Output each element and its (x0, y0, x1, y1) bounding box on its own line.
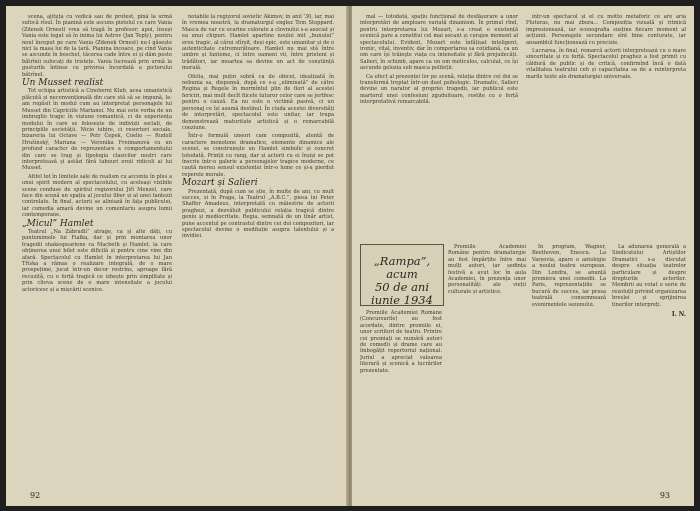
box-title-line: acum (386, 267, 418, 281)
box-column-3 (532, 244, 606, 490)
page-number-left: 92 (30, 491, 41, 500)
left-column-1 (22, 14, 172, 484)
right-column-1 (360, 14, 518, 236)
paragraph: Într-o formulă uneori cam compozită, atentă de caractere monotone dramatice, elemente dinamice ale scenei, se construiește un Hamlet simbolic și concret totodată. Prinții cu rang, dar și actorii cu ei înșiși se pot înscrie într-o galerie a personajelor tragice moderne, ce caută mereu sensul existenței într-o lume ce și-a pierdut reperele morale. (182, 133, 334, 178)
section-heading-musset: Un Musset realist (22, 78, 104, 89)
paragraph: intr-un spectacol și el cu motto metaforic ce are aria Fluturas, nu mai zbura... Compoziția vizuală și ritmică impresionează, iar scenografia susține fiecare moment al acțiunii. Personajele secundare sînt bine conturate, iar ansamblul funcționează cu precizie. (526, 14, 686, 46)
left-column-2 (182, 14, 334, 484)
paragraph: Prezentată, după cum se știe, în multe de ani, cu mult succes, și în Praga, la Teatrul „A.B.C.”, piesa lui Peter Shaffer Amadeus, interpretată cu măiestrie de actorii praghezi, a dezvăluit publicului relația tragică dintre geniu și mediocritate. Regia, semnată de un tînăr artist, pune accentul pe contrastul dintre cei doi compozitori, iar spectacolul devine o meditație asupra talentului și a invidiei. (182, 188, 334, 240)
paragraph: La adunarea generală a Sindicatului Artiștilor Dramatici s-a discutat despre situația teatrelor particulare și despre drepturile actorilor. Membrii au votat o serie de rezoluții privind organizarea breslei și sprijinirea tinerilor interpreți. (612, 244, 686, 308)
left-page (6, 6, 348, 506)
intro-paragraph: scena, ajituța cu vedică sau de protest, pînă la urmă sufocă rîsul. În pianină este ascuns pistolul cu care Vania (Zdenek Ornest) vrea să tragă în profesor; apoi, însuși Vania este legat să în inima lui Astrov (Jan Teply), pentru noul început pe care Vania (Zdenek Ornest) nu-l găsește nici la masa lui de la țară. Pianina încoace, pe cînd Vania se ascunde în boschet, tăcerea cade între ei și dăm peste bătrînii sufocați de tristețe. Vania lucrează prin urmă la gusturile întinse cu privirea încordată a pictorului bătrînel. (22, 14, 172, 78)
section-heading-hamlet: „Micul” Hamlet (22, 218, 94, 229)
rampa-box-title (360, 244, 444, 306)
box-title (361, 245, 443, 313)
section-heading-mozart: Mozart și Salieri (182, 178, 258, 189)
box-column-1 (360, 310, 442, 490)
right-page (352, 6, 694, 506)
paragraph: Premiile Academiei Române (Concursurile) au fost acordate, dintre premiile ei, unor scriitori de teatru. Printre cei premiați se numără autori de comedii și drame care au îmbogățit repertoriul național. Juriul a apreciat valoarea literară și scenică a lucrărilor prezentate. (360, 310, 442, 374)
paragraph: notabile la regizorul sovietic Akimov, în anii '30, iar, mai în vremea noastră, la dramaturgul englez Tom Stoppard. Masca de var cu ocarine colorate a clovnului s-a asociat și ea unui chipuri. Hamlet apartine noului mit „bunului” erou tragic, al cărui sfîrșit, deși epic, este umanitar și de o autenticitate cutremurătoare. Hamlet nu mai stă între umbre și fantome, ci între oameni vii, între prieteni și trădători, iar moartea sa devine un act de conștiință morală. (182, 14, 334, 72)
paragraph: Premiile Academiei Române pentru dramaturgie au fost împărțite între mai mulți autori, iar ședința festivă a avut loc în aula Academiei, în prezența unor personalități ale vieții culturale și artistice. (448, 244, 526, 295)
magazine-spread (6, 6, 694, 506)
paragraph: Teatrul „Na Zábradlí” atrage, ca și alte dăți, cu pantomimele lui Fialka, dar și prin montarea unor tragedii shakespeariene ca Macbeth și Hamlet, la care obținerea unui bilet este dificilă și pentru cine vine din afară. Spectacolul cu Hamlet în interpretarea lui Jan Tříska a rămas o realizare integrală, de o mare prospețime, jucat într-un decor restrîns, aproape fără recuzită, cu o forță tragică ce izbește prin simplitate și prin cîteva scene de o mare intensitate a jocului actoricesc și a mișcării scenice. (22, 229, 172, 293)
box-title-line: 50 de ani (374, 280, 430, 294)
paragraph: Ofelia, mai puțin sobră ca de obicei, idealizată în nebunia sa, dispuneă, după ce s-a „eliminată” de către Regina și Regele în mormîntul plin de flori al acestei fericiri, mai mult decît fiicele tuturor celor care se jertfesc pentru o cauză. Ea nu este o victimă pasivă, ci un personaj ce își asumă destinul. În ciuda acestei diversități de interpretări, spectacolul este unitar, iar trupa demonstrează maturitate artistică și o remarcabilă coeziune. (182, 73, 334, 131)
box-title-line: „Rampa”, (373, 254, 431, 268)
box-title-line: iunie 1934 (371, 293, 433, 307)
paragraph: Tot echipa artistică a Cinoherni Klub, acea umanistică plăcută și neconvențională din care stă să se impună, le-am regăsit în modul cum au interpretat personajele lui Musset din Capriciile Marianei. Nu mai este vorba de un imbroglio tragic în viziune romantică, ci de experiența modului în care se folosește de indivizii sociali, de principiile societății. Nicio iubire, ci resorturi sociale, bizareria lui Octave — Petr Čepek, Coelio — Rudolf Hrušínský, Mariana — Veronika Freimanová cu un profund caracter de reprezentare a comportamentului din care se trag și tipologia clasicilor noștri care interpretează și astăzi fără tabuuri eroii ridicoli ai lui Musset. (22, 88, 172, 172)
paragraph: mal — totodată, spațiu funcțional de desfășurare a unor interpretări de amploare variată dinamism. În primul rînd, pentru interpretarea lui Mozart, s-a creat o existență scenică pare a constitui cel mai șocant și curajos moment al spectacolului. Evident, Mozart este înfățișat inteligent, ironic, vital, inventiv, dar în comportarea sa cotidiană, ca un om care își trăiește viața cu intensitate și fără prejudecăți. Salieri, în schimb, apare ca un om meticulos, calculat, ce își ascunde gelozia sub masca politeții. (360, 14, 518, 72)
paragraph: Altfel tot în limitele sale de realism cu accente în plus a unui spirit modern al spectacolului, cu aceleași vizibile scene conduse de spiritul regizorului Jiří Menzel, care face din scenă un spațiu al jocului liber și al unei fantezii controlate. În final, actorii se aliniază în fața publicului, iar comedia amară devine un comentariu asupra lumii contemporane. (22, 173, 172, 219)
right-column-2 (526, 14, 686, 236)
box-column-4 (612, 244, 686, 480)
box-column-2 (448, 244, 526, 490)
paragraph: Ca efect al prezenței lor pe scenă, relația dintre cei doi se transformă treptat într-un duel psihologic. Dramatic, Salieri devine un narator al propriei tragedii, iar publicul este martorul unei confesiuni zguduitoare, rostite cu o forță interpretativă remarcabilă. (360, 73, 518, 106)
page-number-right: 93 (659, 491, 670, 500)
paragraph: Lucrarea, în final, remarcă actorii interpretează cu o mare sinceritate și cu forță. Spectacolul praghez a fost primit cu căldură de public și de critică, confirmînd încă o dată vitalitatea teatrului ceh și capacitatea sa de a reinterpreta marile texte ale dramaturgiei universale. (526, 48, 686, 80)
paragraph: În program, Wagner, Beethoven, Enescu. La Varșovia, apare o antologie a noului teatru european. Din Londra, se anunță premiera unei comedii. La Paris, reprezentațiile se bucură de succes, iar presa teatrală consemnează evenimentele sezonului. (532, 244, 606, 308)
author-initials: I. N. (671, 311, 686, 319)
